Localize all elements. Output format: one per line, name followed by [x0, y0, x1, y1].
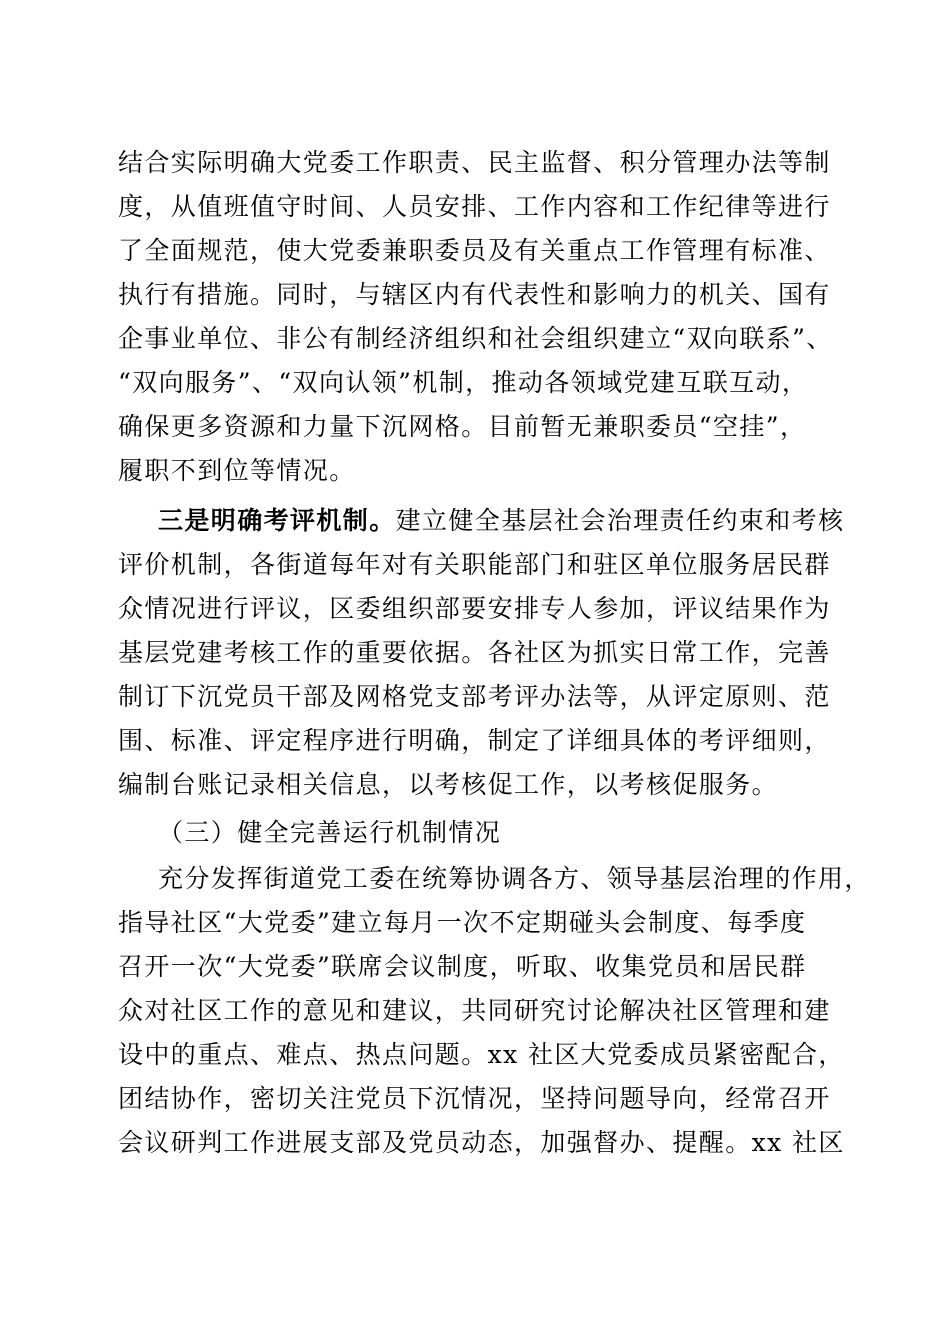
text-line: 企事业单位、非公有制经济组织和社会组织建立“双向联系”、 — [118, 324, 833, 353]
text-line: 团结协作，密切关注党员下沉情况，坚持问题导向，经常召开 — [118, 1084, 831, 1113]
text-line: 制订下沉党员干部及网格党支部考评办法等，从评定原则、范 — [118, 682, 831, 711]
text-line: 指导社区“大党委”建立每月一次不定期碰头会制度、每季度 — [118, 908, 807, 937]
paragraph-first-line — [158, 499, 845, 543]
text-line: 召开一次“大党委”联席会议制度，听取、收集党员和居民群 — [118, 952, 807, 981]
text-line: 编制台账记录相关信息，以考核促工作，以考核促服务。 — [118, 770, 779, 799]
text-line: 围、标准、评定程序进行明确，制定了详细具体的考评细则， — [118, 726, 831, 755]
text-line: 履职不到位等情况。 — [118, 456, 356, 485]
text-line: 结合实际明确大党委工作职责、民主监督、积分管理办法等制 — [118, 148, 831, 177]
text-line: 了全面规范，使大党委兼职委员及有关重点工作管理有标准、 — [118, 236, 831, 265]
text-line: 基层党建考核工作的重要依据。各社区为抓实日常工作，完善 — [118, 638, 831, 667]
text-line: 设中的重点、难点、热点问题。xx 社区大党委成员紧密配合， — [118, 1040, 845, 1069]
paragraph-text: 建立健全基层社会治理责任约束和考核 — [395, 506, 845, 535]
text-line: 充分发挥街道党工委在统筹协调各方、领导基层治理的作用， — [158, 864, 871, 893]
text-line: 度，从值班值守时间、人员安排、工作内容和工作纪律等进行 — [118, 192, 831, 221]
section-heading: （三）健全完善运行机制情况 — [158, 818, 502, 847]
text-line: 众对社区工作的意见和建议，共同研究讨论解决社区管理和建 — [118, 996, 831, 1025]
text-line: 确保更多资源和力量下沉网格。目前暂无兼职委员“空挂”， — [118, 412, 807, 441]
text-line: 会议研判工作进展支部及党员动态，加强督办、提醒。xx 社区 — [118, 1128, 845, 1157]
text-line: 众情况进行评议，区委组织部要安排专人参加，评议结果作为 — [118, 594, 831, 623]
paragraph-lead: 三是明确考评机制。 — [158, 506, 396, 535]
text-line: 执行有措施。同时，与辖区内有代表性和影响力的机关、国有 — [118, 280, 831, 309]
text-line: 评价机制，各街道每年对有关职能部门和驻区单位服务居民群 — [118, 550, 831, 579]
text-line: “双向服务”、“双向认领”机制，推动各领域党建互联互动， — [118, 368, 809, 397]
